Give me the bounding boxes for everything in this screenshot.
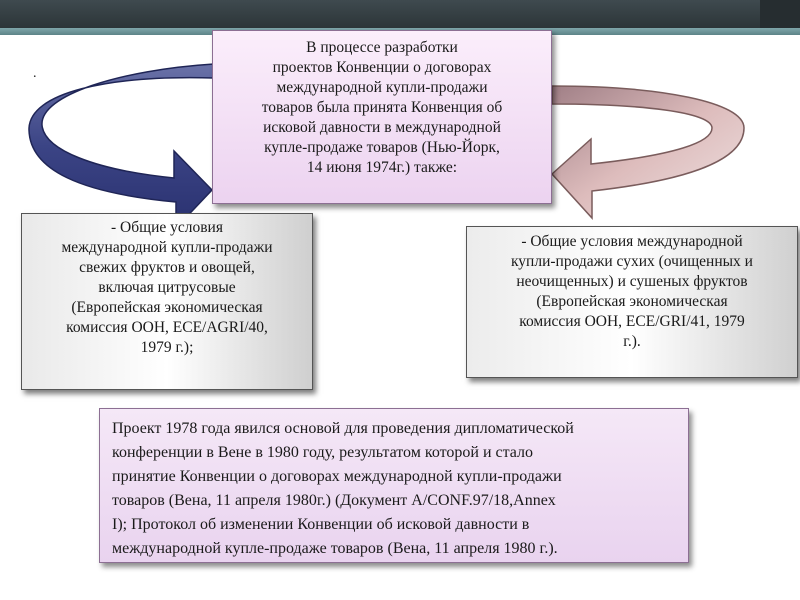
dried-fruits-line: (Европейская экономическая (536, 293, 728, 310)
fresh-fruits-line: 1979 г.); (140, 339, 194, 356)
fresh-fruits-line: (Европейская экономическая (71, 299, 263, 316)
vienna-line: товаров (Вена, 11 апреля 1980г.) (Документ A/CONF.97/18,Annex (112, 492, 556, 509)
fresh-fruits-line: - Общие условия (111, 219, 223, 236)
dried-fruits-line: - Общие условия международной (521, 233, 743, 250)
fresh-fruits-line: комиссия ООН, ECE/AGRI/40, (66, 319, 268, 336)
intro-line: купле-продаже товаров (Нью-Йорк, (264, 139, 500, 156)
fresh-fruits-box (21, 213, 313, 390)
intro-line: 14 июня 1974г.) также: (306, 159, 458, 176)
vienna-line: международной купле-продаже товаров (Вена, 11 апреля 1980 г.). (112, 540, 558, 557)
intro-box (212, 30, 552, 204)
dried-fruits-line: купли-продажи сухих (очищенных и (511, 253, 753, 270)
dried-fruits-box (466, 226, 798, 378)
intro-line: проектов Конвенции о договорах (272, 59, 492, 76)
fresh-fruits-line: включая цитрусовые (98, 279, 236, 296)
bullet-dot: . (33, 66, 37, 81)
dried-fruits-line: комиссия ООН, ECE/GRI/41, 1979 (519, 313, 745, 330)
vienna-line: I); Протокол об изменении Конвенции об исковой давности в (112, 516, 530, 533)
intro-line: исковой давности в международной (263, 119, 501, 136)
vienna-line: конференции в Вене в 1980 году, результатом которой и стало (112, 444, 534, 461)
vienna-line: Проект 1978 года явился основой для проведения дипломатической (112, 420, 574, 437)
intro-line: товаров была принята Конвенция об (261, 99, 503, 116)
dried-fruits-line: г.). (623, 333, 641, 350)
left-curved-arrow (29, 64, 214, 228)
dried-fruits-line: неочищенных) и сушеных фруктов (516, 273, 748, 290)
intro-line: международной купли-продажи (276, 79, 488, 96)
fresh-fruits-line: свежих фруктов и овощей, (79, 259, 255, 276)
intro-line: В процессе разработки (306, 39, 458, 56)
vienna-line: принятие Конвенции о договорах международной купли-продажи (112, 468, 562, 485)
vienna-conference-box (99, 408, 689, 563)
fresh-fruits-line: международной купли-продажи (61, 239, 273, 256)
right-curved-arrow (552, 86, 744, 218)
